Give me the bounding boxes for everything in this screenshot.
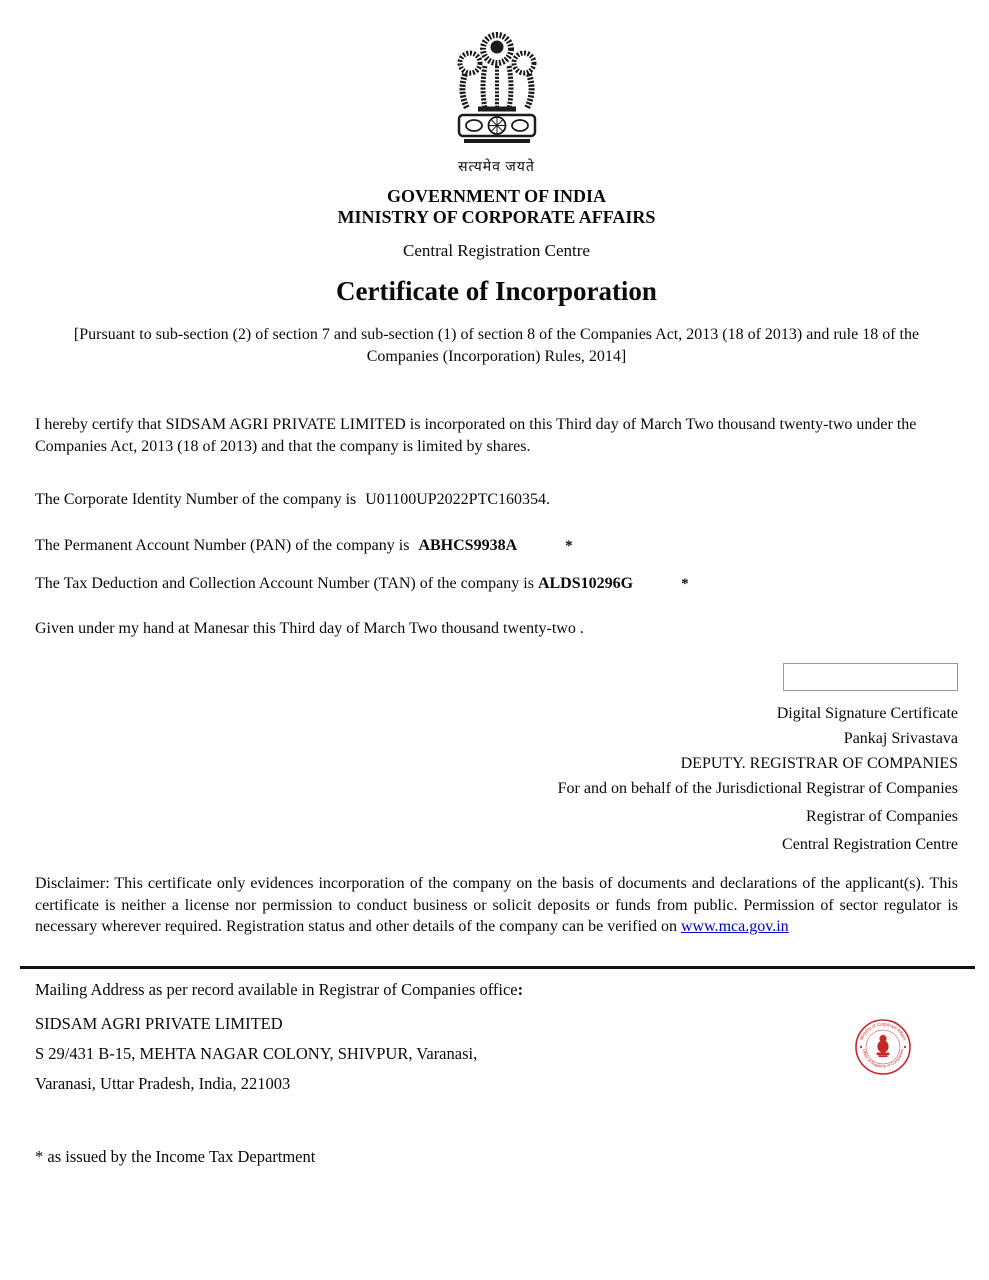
seal-top-text: Ministry of Corporate Affairs [858,1020,908,1041]
government-of-india-heading: GOVERNMENT OF INDIA [386,186,606,206]
ministry-heading: MINISTRY OF CORPORATE AFFAIRS [337,207,656,227]
signature-block [35,701,958,857]
signature-line-crc: Central Registration Centre [782,836,958,853]
given-under-hand-line: Given under my hand at Manesar this Third day of March Two thousand twenty-two . [35,619,584,637]
pan-label: The Permanent Account Number (PAN) of the company is [35,536,410,554]
certify-paragraph: I hereby certify that SIDSAM AGRI PRIVATE LIMITED is incorporated on this Third day of March Two thousand twenty-two under the Companies Act, 2013 (18 of 2013) and that the company is limited by shares. [35,416,917,455]
mailing-address-line-1: S 29/431 B-15, MEHTA NAGAR COLONY, SHIVPUR, Varanasi, [35,1043,478,1063]
tan-value: ALDS10296G [537,575,634,592]
mca-website-link[interactable]: www.mca.gov.in [680,918,789,935]
signature-line-designation: DEPUTY. REGISTRAR OF COMPANIES [680,755,958,772]
disclaimer-text: Disclaimer: This certificate only evidences incorporation of the company on the basis of documents and declarations of the applicant(s). This certificate is neither a license nor permission to conduct business or solicit deposits or funds from public. Permission of sector regulator is necessary wherever required. Registration status and other details of the company can be verified on [35,875,958,935]
certificate-title: Certificate of Incorporation [336,276,657,306]
tan-asterisk: * [681,576,689,592]
signature-line-on-behalf: For and on behalf of the Jurisdictional Registrar of Companies [557,780,958,797]
signature-line-dsc: Digital Signature Certificate [776,705,958,722]
mailing-address-section [35,980,958,1093]
digital-signature-placeholder-box [783,663,958,691]
tan-line [35,573,958,596]
tan-label: The Tax Deduction and Collection Account Number (TAN) of the company is [35,575,534,592]
ministry-seal [854,1018,912,1081]
mailing-heading-colon: : [517,979,524,999]
pan-value: ABHCS9938A [418,536,518,554]
pan-asterisk: * [565,537,573,554]
header-emblem-block [35,28,958,176]
income-tax-footnote: * as issued by the Income Tax Department [35,1146,316,1166]
signature-line-name: Pankaj Srivastava [843,730,958,747]
cin-value: U01100UP2022PTC160354. [365,491,551,508]
pan-line [35,535,958,558]
signature-box-row [35,663,958,691]
mailing-address-line-2: Varanasi, Uttar Pradesh, India, 221003 [35,1073,291,1093]
cin-line [35,489,958,511]
pursuant-clause: [Pursuant to sub-section (2) of section 7 and sub-section (1) of section 8 of the Companies Act, 2013 (18 of 2013) and rule 18 of the Companies (Incorporation) Rules, 2014] [73,326,920,365]
central-registration-centre-heading: Central Registration Centre [403,241,590,260]
cin-label: The Corporate Identity Number of the company is [35,491,357,508]
mailing-company-name: SIDSAM AGRI PRIVATE LIMITED [35,1013,283,1033]
mailing-address-heading [35,980,958,1000]
mailing-heading-text: Mailing Address as per record available in Registrar of Companies office [35,979,518,999]
state-emblem-icon [445,28,549,150]
signature-line-roc: Registrar of Companies [806,808,958,825]
seal-bottom-text: Office of Registrar of Companies [861,1047,905,1069]
horizontal-divider [20,966,975,969]
disclaimer-paragraph [35,873,958,938]
ministry-seal-icon [854,1018,912,1076]
emblem-motto: सत्यमेव जयते [458,160,535,175]
